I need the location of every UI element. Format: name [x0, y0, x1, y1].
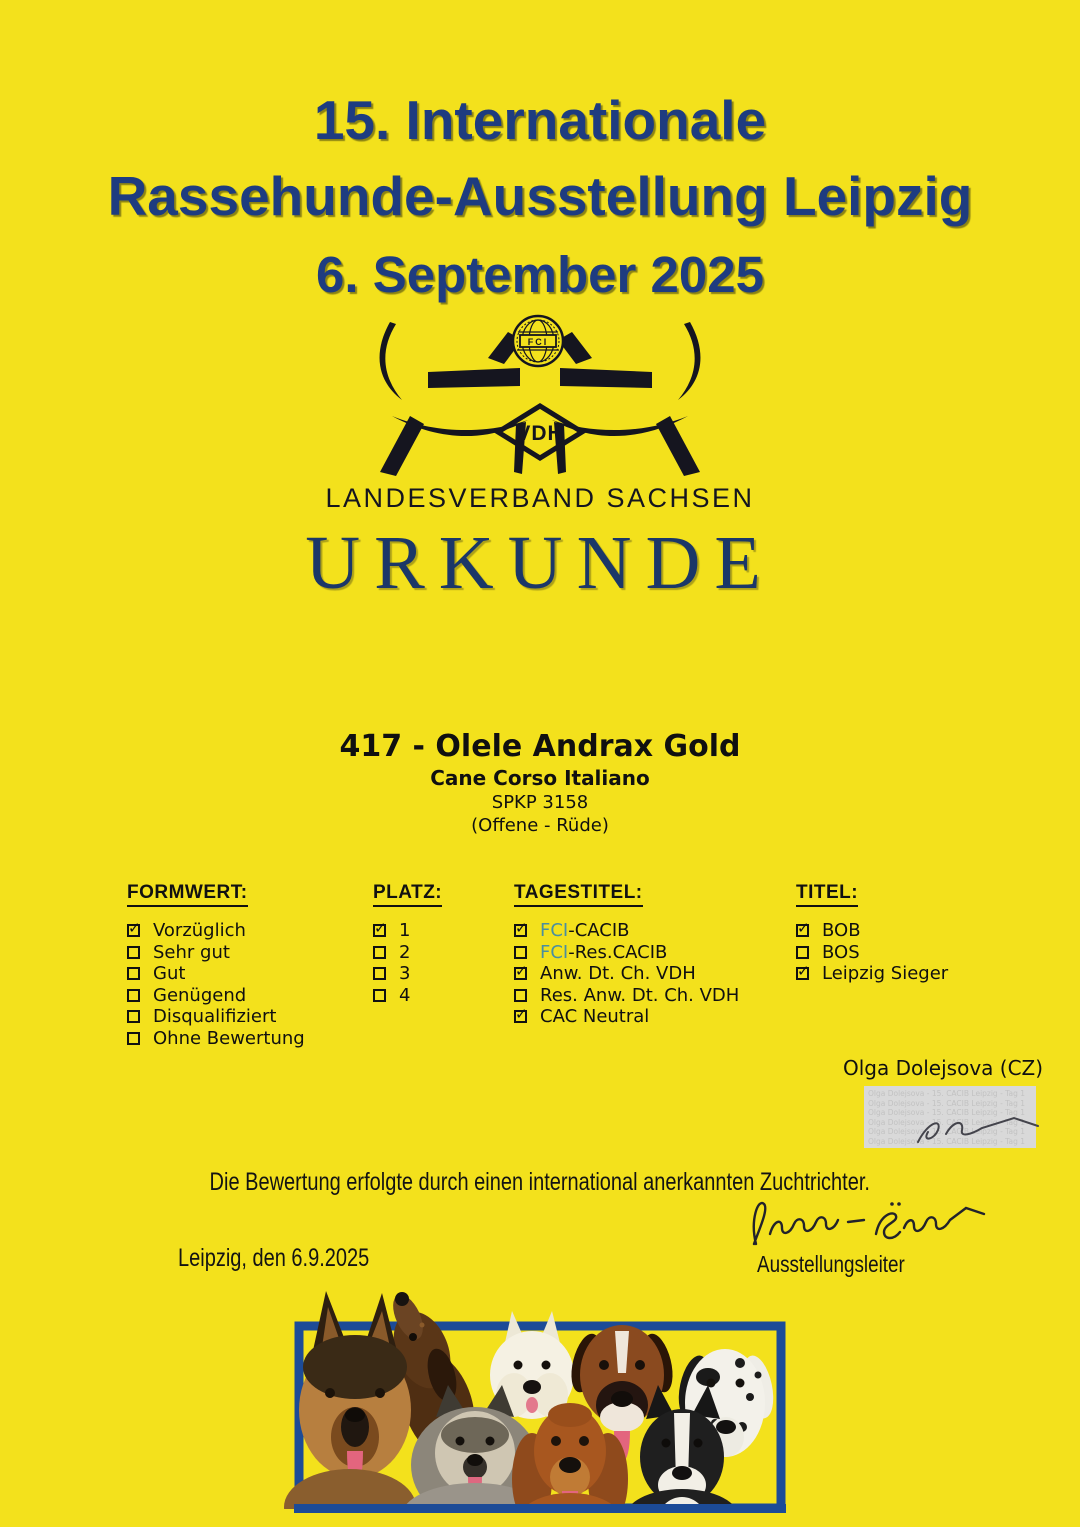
checkbox[interactable]: [127, 946, 140, 959]
option-label-text: -Res.CACIB: [568, 941, 668, 963]
checkbox[interactable]: [127, 989, 140, 1002]
checkbox[interactable]: [373, 967, 386, 980]
show-director-signature: [742, 1194, 992, 1252]
dog-class-sex: (Offene - Rüde): [471, 815, 609, 836]
option-label: 4: [399, 984, 411, 1006]
stamp-text-line: Olga Dolejsova - 15. CACIB Leipzig - Tag 1: [868, 1127, 1026, 1136]
option-row: [796, 942, 1006, 964]
vdh-logo-graphic: [370, 312, 710, 482]
checkbox[interactable]: [127, 1010, 140, 1023]
option-row: [373, 985, 493, 1007]
option-row: [127, 920, 367, 942]
option-row: [127, 1028, 367, 1050]
option-label: 1: [399, 920, 411, 942]
option-row: [514, 985, 784, 1007]
checkbox[interactable]: [514, 967, 527, 980]
section-titel: [796, 882, 1006, 985]
option-label: CAC Neutral: [540, 1006, 650, 1028]
event-title-line1: 15. Internationale: [313, 89, 767, 151]
dogs-photo-illustration: [270, 1255, 810, 1527]
stamp-text-line: Olga Dolejsova - 15. CACIB Leipzig - Tag 1: [868, 1108, 1026, 1117]
checkbox[interactable]: [127, 967, 140, 980]
option-row: [127, 1006, 367, 1028]
place-date-text: Leipzig, den 6.9.2025: [178, 1244, 370, 1272]
option-row: [373, 920, 493, 942]
checkbox[interactable]: [796, 967, 809, 980]
fci-prefix: FCI: [540, 920, 569, 942]
signature-role-text: Ausstellungsleiter: [757, 1251, 905, 1277]
checkbox[interactable]: [127, 1032, 140, 1045]
evaluation-statement-text: Die Bewertung erfolgte durch einen international anerkannten Zuchtrichter.: [209, 1168, 871, 1196]
organization-name: LANDESVERBAND SACHSEN: [325, 483, 755, 513]
option-row: [127, 963, 367, 985]
checkbox[interactable]: [373, 924, 386, 937]
judge-stamp: [864, 1086, 1036, 1148]
checkbox[interactable]: [514, 1010, 527, 1023]
judge-signature: [896, 1108, 1046, 1150]
option-label: 2: [399, 941, 411, 963]
option-label-text: -CACIB: [568, 920, 630, 942]
option-row: [796, 963, 1006, 985]
option-row: [514, 942, 784, 964]
section-title-formwert: FORMWERT:: [127, 882, 248, 907]
evaluation-statement: [0, 1168, 1080, 1197]
section-title-titel: TITEL:: [796, 882, 858, 907]
option-label: Anw. Dt. Ch. VDH: [540, 963, 696, 985]
option-label: Gut: [153, 963, 186, 985]
option-row: [514, 963, 784, 985]
option-label: Disqualifiziert: [153, 1006, 277, 1028]
stamp-text-line: Olga Dolejsova - 15. CACIB Leipzig - Tag 1: [868, 1117, 1026, 1127]
vdh-diamond: [498, 406, 582, 458]
stamp-text-line: Olga Dolejsova - 15. CACIB Leipzig - Tag 1: [868, 1089, 1026, 1098]
section-formwert: [127, 882, 367, 1049]
event-title: [0, 84, 1080, 314]
judge-name: Olga Dolejsova (CZ): [843, 1056, 1044, 1080]
checkbox[interactable]: [796, 946, 809, 959]
checkbox[interactable]: [373, 989, 386, 1002]
checkbox[interactable]: [514, 924, 527, 937]
option-row: [514, 920, 784, 942]
option-label: [540, 920, 630, 941]
option-row: [796, 920, 1006, 942]
option-label: Genügend: [153, 984, 247, 1006]
vdh-label: VDH: [516, 422, 564, 445]
option-label: Res. Anw. Dt. Ch. VDH: [540, 984, 740, 1006]
checkbox[interactable]: [796, 924, 809, 937]
fci-emblem: [513, 316, 563, 366]
option-label: [540, 942, 667, 963]
dog-catalog-name: 417 - Olele Andrax Gold: [339, 729, 741, 764]
option-row: [373, 963, 493, 985]
certificate-title: URKUNDE: [305, 521, 775, 605]
checkbox[interactable]: [127, 924, 140, 937]
fci-prefix: FCI: [540, 941, 569, 963]
event-title-line2: Rassehunde-Ausstellung Leipzig: [107, 165, 973, 227]
checkbox[interactable]: [373, 946, 386, 959]
stamp-text-line: Olga Dolejsova - 15. CACIB Leipzig - Tag 1: [868, 1098, 1026, 1108]
vdh-logo: [370, 312, 710, 486]
dog-breed: Cane Corso Italiano: [430, 766, 650, 790]
option-label: Vorzüglich: [153, 920, 246, 942]
option-row: [373, 942, 493, 964]
section-tagestitel: [514, 882, 784, 1028]
option-label: Leipzig Sieger: [822, 963, 949, 985]
section-title-tagestitel: TAGESTITEL:: [514, 882, 643, 907]
dog-info: [0, 728, 1080, 837]
option-row: [127, 942, 367, 964]
checkbox[interactable]: [514, 946, 527, 959]
option-label: 3: [399, 963, 411, 985]
dog-registration: SPKP 3158: [491, 792, 589, 813]
option-label: BOS: [822, 941, 860, 963]
section-platz: [373, 882, 493, 1006]
option-label: Ohne Bewertung: [153, 1027, 305, 1049]
section-title-platz: PLATZ:: [373, 882, 442, 907]
option-label: Sehr gut: [153, 941, 230, 963]
option-label: BOB: [822, 920, 861, 942]
option-row: [514, 1006, 784, 1028]
option-row: [127, 985, 367, 1007]
stamp-text-line: Olga Dolejsova - 15. CACIB Leipzig - Tag 1: [868, 1136, 1026, 1146]
fci-label: FCI: [527, 337, 549, 347]
event-date: 6. September 2025: [316, 246, 764, 303]
checkbox[interactable]: [514, 989, 527, 1002]
